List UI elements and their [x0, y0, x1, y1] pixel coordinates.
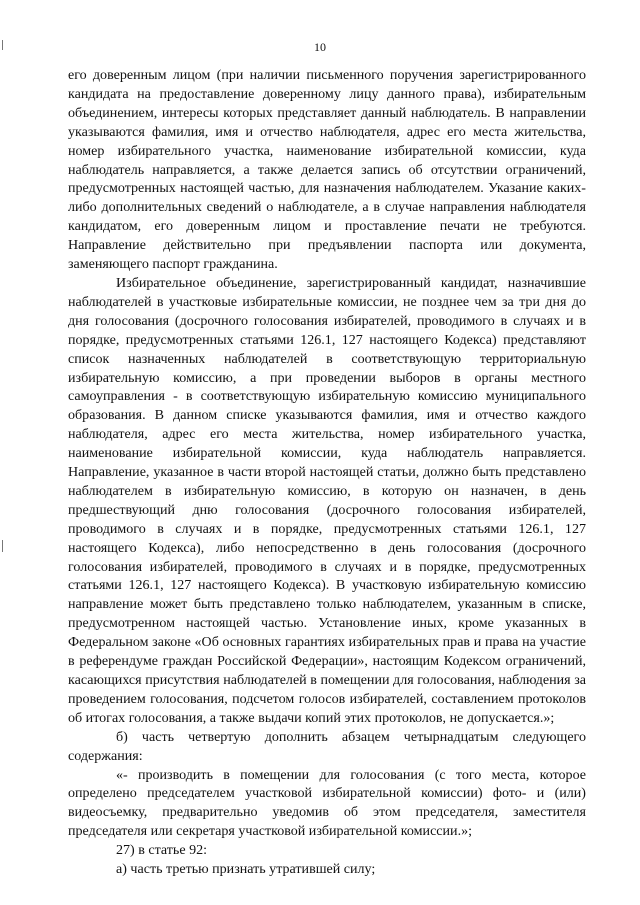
paragraph-item-27: 27) в статье 92:: [116, 842, 208, 859]
paragraph-quote-photo: «- производить в помещении для голосования (с того места, которое определено председателем участковой избирательной комиссии) фото- и (или) видеосъемку, предварительно уведомив об этом председателя, заместителя председателя или секретаря участковой избирательной комиссии.»;: [68, 766, 586, 840]
paragraph-item-b: б) часть четвертую дополнить абзацем четырнадцатым следующего содержания:: [68, 728, 586, 764]
page-number: 10: [314, 40, 326, 54]
paragraph-item-a: а) часть третью признать утратившей силу;: [116, 861, 376, 878]
paragraph-continuation: его доверенным лицом (при наличии письменного поручения зарегистрированного кандидата на предоставление доверенному лицу данного права), избирательным объединением, интересы которых представляет данный наблюдатель. В направлении указываются фамилия, имя и отчество наблюдателя, адрес его места жительства, номер избирательного участка, наименование избирательной комиссии, куда наблюдатель направляется, а также делается запись об отсутствии ограничений, предусмотренных настоящей частью, для назначения наблюдателем. Указание каких-либо дополнительных сведений о наблюдателе, а в случае направления наблюдателя кандидатом, его доверенным лицом и проставление печати не требуются. Направление действительно при предъявлении паспорта или документа, заменяющего паспорт гражданина.: [68, 67, 586, 273]
scan-edge-mark: [2, 540, 3, 552]
paragraph-observers-list: Избирательное объединение, зарегистрированный кандидат, назначившие наблюдателей в участковые избирательные комиссии, не позднее чем за три дня до дня голосования (досрочного голосования избирателей, проводимого в случаях и в порядке, предусмотренных статьями 126.1, 127 настоящего Кодекса) представляют список назначенных наблюдателей в соответствующую территориальную избирательную комиссию, а при проведении выборов в органы местного самоуправления - в соответствующую избирательную комиссию муниципального образования. В данном списке указываются фамилия, имя и отчество каждого наблюдателя, адрес его места жительства, номер избирательного участка, наименование избирательной комиссии, куда наблюдатель направляется. Направление, указанное в части второй настоящей статьи, должно быть представлено наблюдателем в избирательную комиссию, в которую он назначен, в день предшествующий дню голосования (досрочного голосования избирателей, проводимого в случаях и в порядке, предусмотренных статьями 126.1, 127 настоящего Кодекса), либо непосредственно в день голосования (досрочного голосования избирателей, проводимого в случаях и в порядке, предусмотренных статьями 126.1, 127 настоящего Кодекса). В участковую избирательную комиссию направление может быть представлено только наблюдателем, указанным в списке, предусмотренном настоящей частью. Установление иных, кроме указанных в Федеральном законе «Об основных гарантиях избирательных прав и права на участие в референдуме граждан Российской Федерации», настоящим Кодексом ограничений, касающихся присутствия наблюдателей в помещении для голосования, наблюдения за проведением голосования, подсчетом голосов избирателей, составлением протоколов об итогах голосования, а также выдачи копий этих протоколов, не допускается.»;: [68, 274, 586, 726]
document-body: [68, 66, 586, 879]
